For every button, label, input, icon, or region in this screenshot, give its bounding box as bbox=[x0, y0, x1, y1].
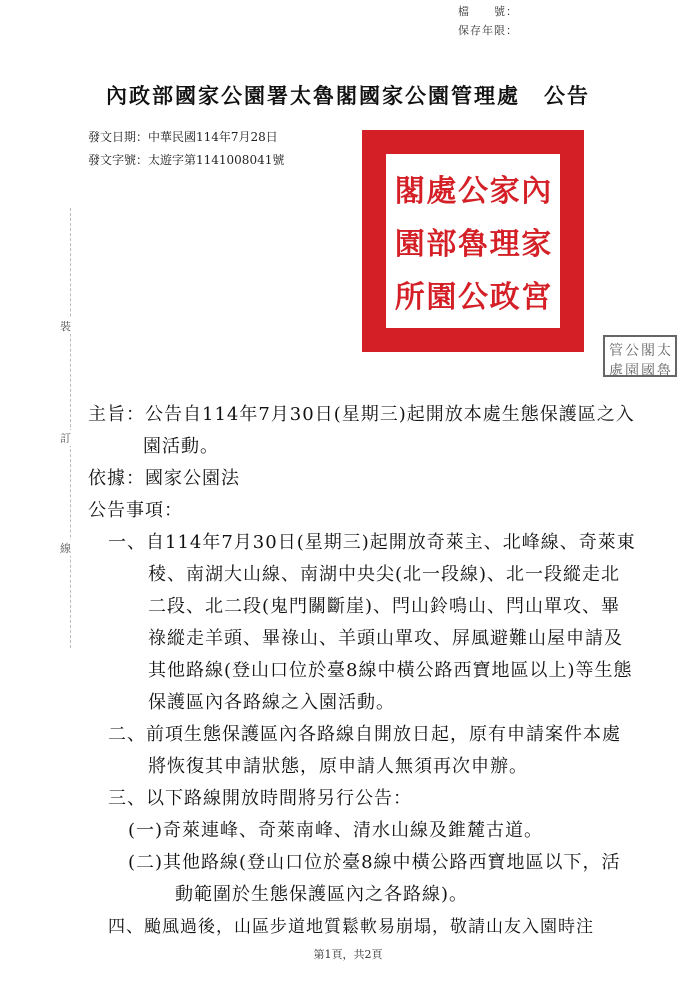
item-1-line6: 保護區內各路線之入園活動。 bbox=[148, 692, 395, 713]
item-1-line5: 其他路線(登山口位於臺8線中橫公路西寶地區以上)等生態 bbox=[148, 660, 633, 681]
small-seal-glyph: 閣 bbox=[641, 343, 655, 359]
item-1-line3: 二段、北二段(鬼門關斷崖)、閂山鈴鳴山、閂山單攻、畢 bbox=[148, 596, 621, 617]
item-4: 四、颱風過後，山區步道地質鬆軟易崩塌，敬請山友入園時注 bbox=[108, 917, 594, 937]
small-seal-glyph: 管 bbox=[609, 343, 623, 359]
seal-glyph: 宮 bbox=[521, 279, 552, 315]
seal-glyph: 處 bbox=[426, 174, 457, 210]
agency-name: 內政部國家公園署太魯閣國家公園管理處 bbox=[106, 83, 520, 108]
item-1-line2: 稜、南湖大山線、南湖中央尖(北一段線)、北一段縱走北 bbox=[148, 564, 621, 585]
small-seal-glyph: 國 bbox=[641, 363, 655, 379]
page-number: 第1頁，共2頁 bbox=[313, 948, 383, 961]
item-2: 二、前項生態保護區內各路線自開放日起，原有申請案件本處 bbox=[108, 724, 621, 745]
binding-char-xian: 線 bbox=[60, 542, 71, 555]
issue-date: 發文日期：中華民國114年7月28日 bbox=[88, 130, 278, 144]
seal-glyph: 內 bbox=[521, 174, 552, 210]
item-1: 一、自114年7月30日(星期三)起開放奇萊主、北峰線、奇萊東 bbox=[108, 532, 636, 553]
seal-glyph: 園 bbox=[426, 279, 457, 315]
seal-glyph: 政 bbox=[489, 279, 520, 315]
binding-char-zhuang: 裝 bbox=[60, 320, 71, 333]
small-seal-glyph: 魯 bbox=[657, 363, 671, 379]
official-seal bbox=[362, 130, 584, 352]
director-seal bbox=[603, 335, 677, 377]
seal-glyph: 家 bbox=[489, 174, 520, 210]
small-seal-glyph: 處 bbox=[609, 363, 623, 379]
item-1-line4: 祿縱走羊頭、畢祿山、羊頭山單攻、屏風避難山屋申請及 bbox=[148, 628, 623, 649]
seal-glyph: 公 bbox=[457, 174, 488, 210]
seal-glyph: 家 bbox=[521, 226, 552, 262]
binding-char-ding: 訂 bbox=[60, 432, 71, 445]
seal-glyph: 所 bbox=[394, 279, 425, 315]
document-type: 公告 bbox=[544, 83, 590, 108]
binding-line bbox=[70, 208, 71, 648]
small-seal-glyph: 公 bbox=[625, 343, 639, 359]
small-seal-glyph: 太 bbox=[657, 343, 671, 359]
seal-glyph: 部 bbox=[426, 226, 457, 262]
small-seal-glyph: 園 bbox=[625, 363, 639, 379]
seal-glyph: 理 bbox=[489, 226, 520, 262]
seal-glyph: 公 bbox=[457, 279, 488, 315]
item-2-line2: 將恢復其申請狀態，原申請人無須再次申辦。 bbox=[148, 756, 528, 777]
item-3: 三、以下路線開放時間將另行公告： bbox=[108, 788, 412, 809]
basis-line: 依據：國家公園法 bbox=[88, 468, 240, 489]
item-3-sub-1: (一)奇萊連峰、奇萊南峰、清水山線及錐麓古道。 bbox=[128, 820, 544, 841]
file-number-label: 檔 號： bbox=[458, 5, 518, 18]
subject-line-cont: 園活動。 bbox=[143, 436, 219, 457]
document-title bbox=[0, 80, 696, 110]
subject-line: 主旨：公告自114年7月30日(星期三)起開放本處生態保護區之入 bbox=[88, 404, 635, 425]
items-heading: 公告事項： bbox=[88, 500, 183, 521]
retention-label: 保存年限： bbox=[458, 24, 518, 37]
item-3-sub-2-line2: 動範圍於生態保護區內之各路線)。 bbox=[175, 884, 469, 905]
item-3-sub-2: (二)其他路線(登山口位於臺8線中橫公路西寶地區以下，活 bbox=[128, 852, 621, 873]
seal-glyph: 園 bbox=[394, 226, 425, 262]
seal-glyph: 閣 bbox=[394, 174, 425, 210]
seal-glyph: 魯 bbox=[457, 226, 488, 262]
reference-number: 發文字號：太遊字第1141008041號 bbox=[88, 153, 285, 167]
